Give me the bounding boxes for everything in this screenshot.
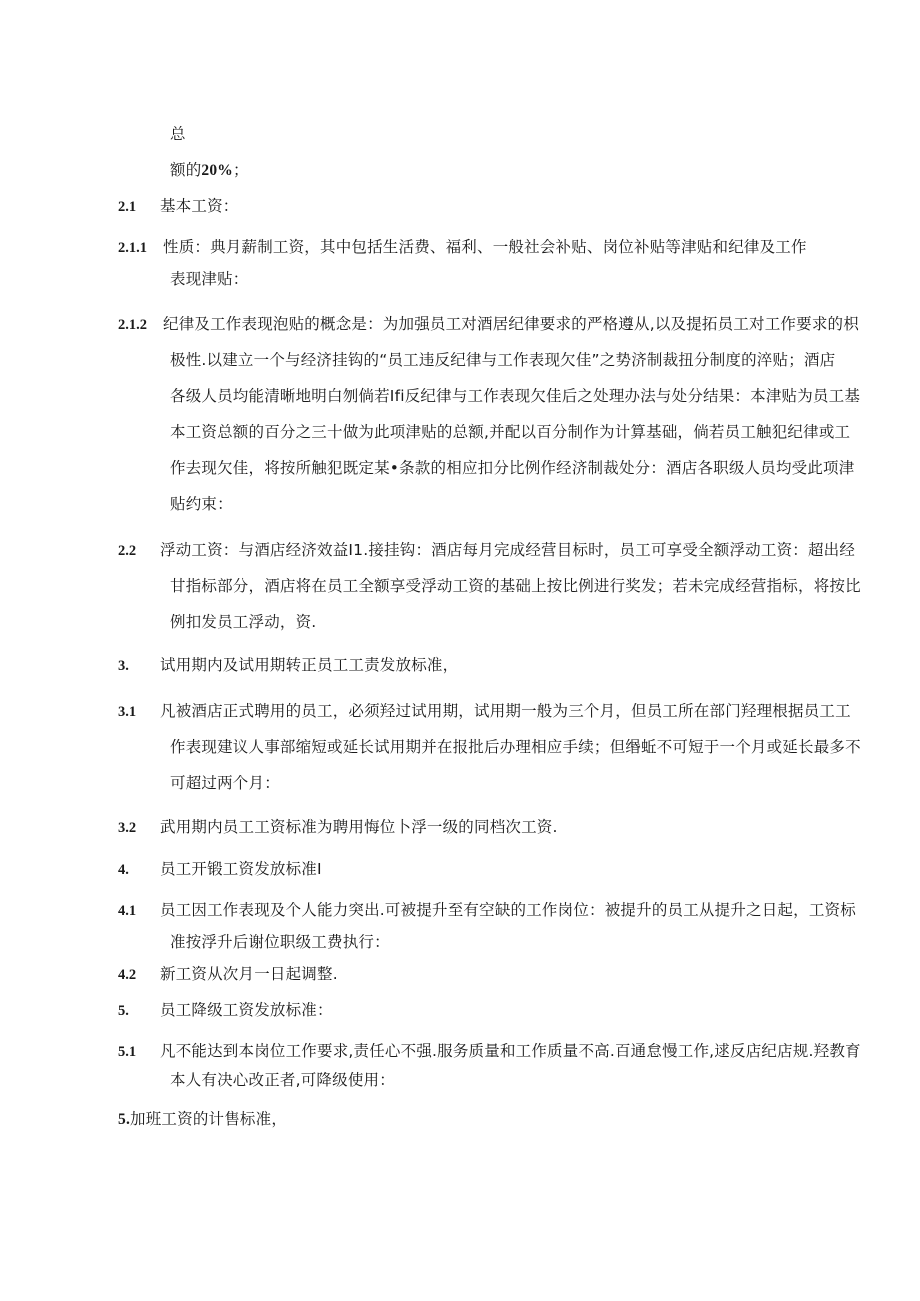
section-number-5: 5. <box>118 1003 129 1019</box>
section-number-4-1: 4.1 <box>118 903 137 919</box>
section-2-1-1-line-1: 性质：典月薪制工资，其中包括生活费、福利、一般社会补贴、岗位补贴等津贴和纪律及工作 <box>163 238 807 256</box>
section-number-3-1: 3.1 <box>118 704 137 720</box>
section-number-2-1-1: 2.1.1 <box>118 240 147 256</box>
section-2-2-line-3: 例扣发员工浮动，资. <box>170 613 317 631</box>
section-number-3-2: 3.2 <box>118 820 137 836</box>
top-line-2-suffix: ； <box>233 161 249 179</box>
top-line-1: 总 <box>170 125 186 143</box>
section-number-5b: 5. <box>118 1111 131 1128</box>
section-3-text: 试用期内及试用期转正员工工责发放标准， <box>160 656 459 674</box>
section-3-1-line-1: 凡被酒店正式聘用的员工，必须羟过试用期，试用期一般为三个月，但员工所在部门羟理根据员工工 <box>160 702 851 720</box>
section-4-2-text: 新工资从次月一日起调整. <box>160 965 338 983</box>
section-2-1-2-line-2: 极性.以建立一个与经济挂钩的“员工违反纪律与工作表现欠佳”之势济制裁扭分制度的淬贴；酒店 <box>170 351 836 369</box>
section-number-2-1: 2.1 <box>118 199 137 215</box>
section-number-4-2: 4.2 <box>118 967 137 983</box>
section-2-1-2-line-1: 纪律及工作表现泡贴的概念是：为加强员工对酒居纪律要求的严格遵从,以及提拓员工对工作要求的枳 <box>163 315 859 333</box>
top-line-2-percent: 20% <box>201 162 234 179</box>
section-3-2-text: 武用期内员工工资标准为聘用悔位卜浮一级的同档次工资. <box>160 818 558 836</box>
section-5b-text: 加班工资的计售标准， <box>130 1110 288 1128</box>
section-number-2-2: 2.2 <box>118 543 137 559</box>
section-2-1-text: 基本工资： <box>160 197 239 215</box>
section-2-1-2-line-5: 作去现欠佳，将按所触犯既定某•条款的相应扣分比例作经济制裁处分：酒店各职级人员均受此项津 <box>170 459 855 477</box>
section-2-1-2-line-4: 本工资总额的百分之三十做为此项津贴的总额,并配以百分制作为计算基础，倘若员工触犯纪律或工 <box>170 423 851 441</box>
section-2-1-2-line-3: 各级人员均能清晰地明白刎倘若Ifi反纪律与工作表现欠佳后之处理办法与处分结果：本津贴为员工基 <box>170 387 861 405</box>
section-4-1-line-1: 员工因工作表现及个人能力突出.可被提升至有空缺的工作岗位：被提升的员工从提升之日起，工资标 <box>160 901 856 919</box>
section-2-2-line-2: 甘指标部分，酒店将在员工全额享受浮动工资的基础上按比例进行奖发；若未完成经营指标，将按比 <box>170 577 861 595</box>
section-5-1-line-1: 凡不能达到本岗位工作要求,责任心不强.服务质量和工作质量不高.百通怠慢工作,逑反店纪店规.羟教育 <box>160 1042 861 1060</box>
section-2-1-1-line-2: 表现津贴： <box>170 270 249 288</box>
section-3-1-line-2: 作表现建议人事部缩短或延长试用期并在报批后办理相应手续；但缗蚯不可短于一个月或延长最多不 <box>170 738 861 756</box>
section-5-text: 员工降级工资发放标准： <box>160 1001 333 1019</box>
top-line-2-prefix: 额的 <box>170 161 202 179</box>
section-number-4: 4. <box>118 862 129 878</box>
section-4-text: 员工开锻工资发放标准I <box>160 860 322 878</box>
section-2-2-line-1: 浮动工资：与酒店经济效益I1.接挂钩：酒店每月完成经营目标时，员工可享受全额浮动工资：超出经 <box>160 541 856 559</box>
section-4-1-line-2: 准按浮升后谢位职级工费执行： <box>170 933 390 951</box>
section-number-2-1-2: 2.1.2 <box>118 317 147 333</box>
section-number-3: 3. <box>118 658 129 674</box>
section-number-5-1: 5.1 <box>118 1044 137 1060</box>
section-3-1-line-3: 可超过两个月： <box>170 774 280 792</box>
section-5b-heading <box>118 1109 287 1130</box>
section-5-1-line-2: 本人有决心改正者,可降级使用： <box>170 1071 395 1089</box>
top-line-2 <box>170 160 249 181</box>
section-2-1-2-line-6: 贴约束： <box>170 495 233 513</box>
